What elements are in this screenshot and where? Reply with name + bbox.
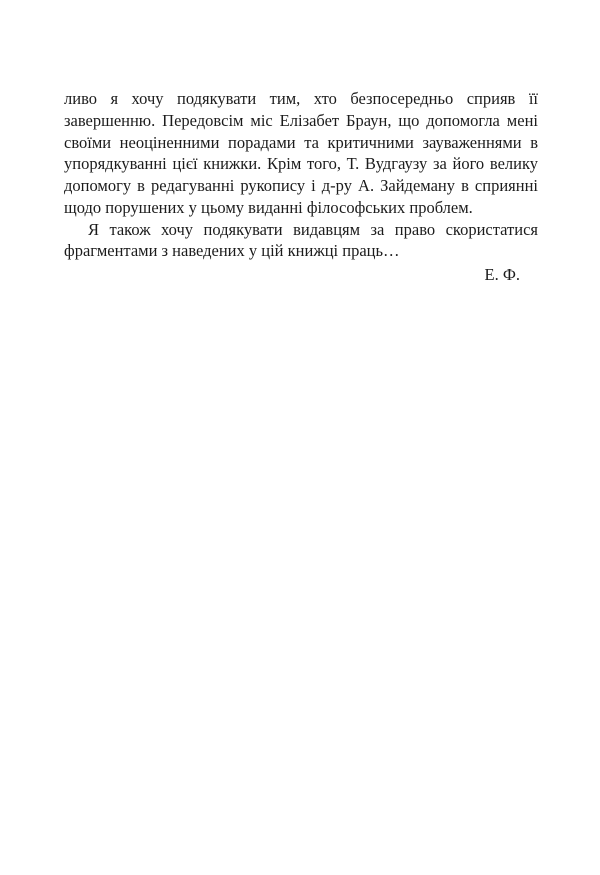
paragraph-acknowledgment: Я також хочу подякувати видавцям за право скористатися фрагментами з наведених у цій книжці праць… — [64, 219, 538, 261]
paragraph-continuation: ливо я хочу подякувати тим, хто безпосередньо сприяв її завершенню. Передовсім міс Елізабет Браун, що допомогла мені своїми неоціненними порадами та критичними зауваженнями в упорядкуванні цієї книжки. Крім того, Т. Вудгаузу за його велику допомогу в редагуванні рукопису і д-ру А. Зайдеману в сприянні щодо порушених у цьому виданні філософських проблем. — [64, 89, 538, 217]
author-initials: Е. Ф. — [484, 265, 520, 285]
page-text-block — [64, 88, 538, 286]
